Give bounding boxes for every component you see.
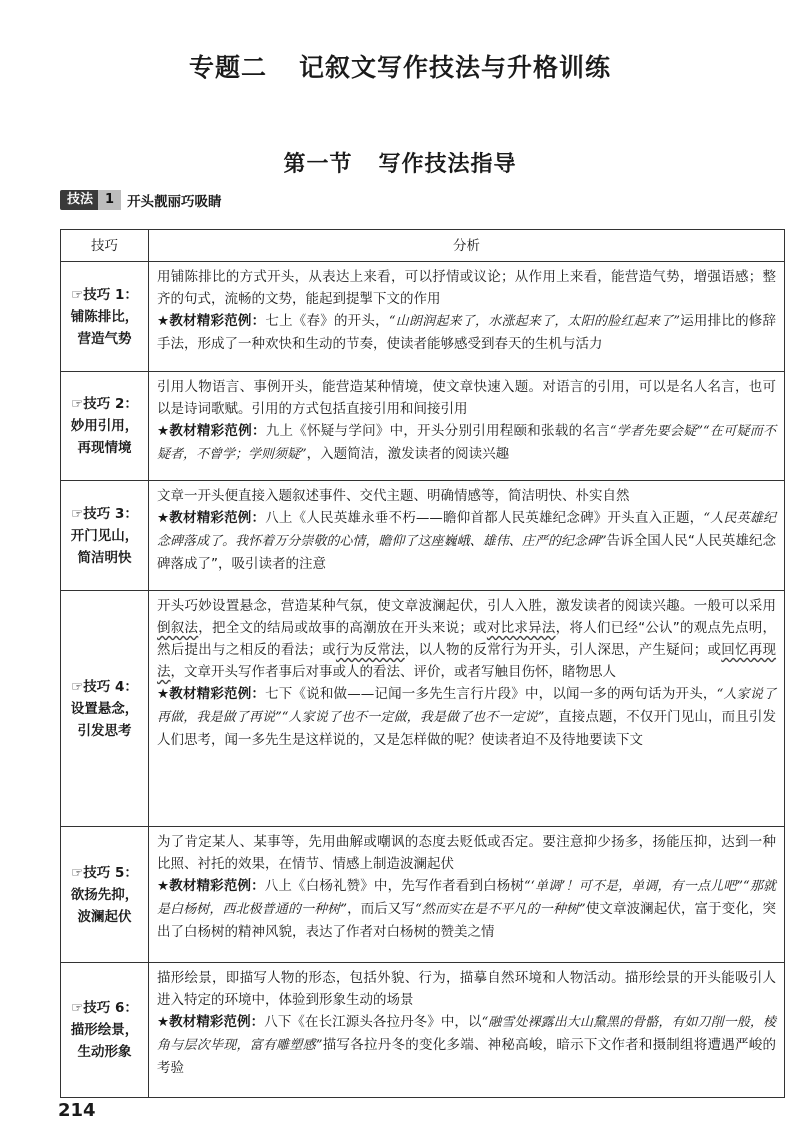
example-label: ★教材精彩范例： (157, 1014, 265, 1030)
technique-tag: 技法 (60, 190, 98, 210)
table-row (61, 827, 785, 963)
example-text-after: ，直接点题，不仅开门见山，而且引发人们思考，闻一多先生是这样说的，又是怎样做的呢？使读者迫不及待地要读下文 (157, 709, 776, 748)
table-header-row (61, 230, 785, 262)
skill-label: ☞技巧 4： (71, 678, 138, 695)
page-number: 214 (58, 1100, 96, 1121)
skill-cell (61, 481, 149, 591)
example-text: 八下《在长江源头各拉丹冬》中，以 (264, 1014, 482, 1030)
skill-name-line2: 波澜起伏 (77, 908, 132, 925)
example-quote: “学者先要会疑”“在可疑而不疑者，不曾学；学则须疑” (157, 424, 776, 462)
analysis-cell (149, 827, 785, 963)
example-text-after: 使文章波澜起伏，富于变化，突出了白杨树的精神风貌，表达了作者对白杨树的赞美之情 (157, 901, 777, 940)
skill-name-line2: 引发思考 (77, 722, 132, 739)
chapter-label: 专题二 (188, 53, 267, 82)
technique-number: 1 (98, 190, 121, 210)
skill-name-line2: 营造气势 (77, 330, 132, 347)
analysis-text: 引用人物语言、事例开头，能营造某种情境，使文章快速入题。对语言的引用，可以是名人名言，也可以是诗词歌赋。引用的方式包括直接引用和间接引用 (157, 379, 776, 417)
example-label: ★教材精彩范例： (157, 878, 265, 894)
example-text-after: 告诉全国人民“人民英雄纪念碑落成了”，吸引读者的注意 (157, 533, 776, 572)
example-text-after: 运用排比的修辞手法，形成了一种欢快和生动的节奏，使读者能够感受到春天的生机与活力 (157, 313, 777, 352)
skill-name-line1: 欲扬先抑， (70, 886, 139, 903)
header-analysis: 分析 (149, 230, 785, 262)
skill-name-line1: 设置悬念， (70, 700, 139, 717)
analysis-text: ，文章开头写作者事后对事或人的看法、评价，或者写触目伤怀，睹物思人 (170, 664, 616, 680)
example-label: ★教材精彩范例： (157, 313, 266, 329)
analysis-text: ，以人物的反常行为开头，引人深思，产生疑问；或 (404, 642, 722, 658)
skill-label: ☞技巧 2： (71, 396, 138, 412)
example-label: ★教材精彩范例： (157, 510, 266, 526)
analysis-cell (149, 481, 785, 591)
skill-name-line1: 描形绘景， (70, 1022, 139, 1038)
example-text-after: ，入题简洁，激发读者的阅读兴趣 (306, 446, 510, 462)
analysis-cell (149, 591, 785, 827)
section-name: 写作技法指导 (378, 152, 517, 177)
table-row (61, 963, 785, 1098)
header-skill: 技巧 (61, 230, 149, 262)
example-quote: “山朗润起来了，水涨起来了，太阳的脸红起来了” (388, 314, 680, 329)
example-text-mid: ，而后又写 (347, 901, 416, 917)
analysis-text: ，将人们已经“公认”的观点先点明，然后提出与之相反的看法；或 (157, 620, 777, 658)
skill-cell (61, 591, 149, 827)
example-quote-2: “然而实在是不平凡的一种树” (415, 902, 586, 917)
example-quote: “人家说了再做，我是做了再说”“人家说了也不一定做，我是做了也不一定说” (157, 687, 777, 725)
method-term: 对比求异法 (486, 620, 556, 636)
skill-name-line1: 妙用引用， (70, 418, 139, 434)
analysis-text: 文章一开头便直接入题叙述事件、交代主题、明确情感等，简洁明快、朴实自然 (157, 488, 630, 504)
skill-label: ☞技巧 6： (71, 1000, 138, 1016)
example-text: 九上《怀疑与学问》中，开头分别引用程颐和张载的名言 (265, 423, 610, 439)
example-text-after: 描写各拉丹冬的变化多端、神秘高峻，暗示下文作者和摄制组将遭遇严峻的考验 (157, 1037, 776, 1076)
example-text: 八上《人民英雄永垂不朽——瞻仰首都人民英雄纪念碑》开头直入正题， (265, 510, 704, 526)
skill-label: ☞技巧 1： (71, 286, 138, 303)
skill-label: ☞技巧 5： (71, 864, 138, 881)
skill-name-line1: 开门见山， (70, 527, 139, 544)
analysis-text: 用铺陈排比的方式开头，从表达上来看，可以抒情或议论；从作用上来看，能营造气势，增强语感；整齐的句式，流畅的文势，能起到提掣下文的作用 (157, 269, 776, 307)
skill-cell (61, 372, 149, 481)
example-text: 八上《白杨礼赞》中，先写作者看到白杨树 (264, 878, 525, 894)
skill-name-line2: 简洁明快 (77, 549, 132, 566)
example-label: ★教材精彩范例： (157, 423, 266, 439)
analysis-text: 开头巧妙设置悬念，营造某种气氛，使文章波澜起伏，引人入胜，激发读者的阅读兴趣。一般可以采用 (157, 598, 776, 614)
method-term: 回忆再现法 (157, 642, 777, 680)
table-row (61, 262, 785, 372)
analysis-text: 描形绘景，即描写人物的形态，包括外貌、行为，描摹自然环境和人物活动。描形绘景的开头能吸引人进入特定的环境中，体验到形象生动的场景 (157, 970, 776, 1008)
section-title (0, 147, 800, 178)
example-quote: “‘单调’！可不是，单调，有一点儿吧”“那就是白杨树，西北极普通的一种树” (157, 879, 776, 917)
skill-name-line2: 再现情境 (77, 440, 132, 456)
skill-cell (61, 963, 149, 1098)
technique-header (60, 190, 222, 210)
section-label: 第一节 (283, 152, 353, 177)
analysis-text: ，把全文的结局或故事的高潮放在开头来说；或 (198, 620, 487, 636)
analysis-cell (149, 963, 785, 1098)
analysis-text: 为了肯定某人、某事等，先用曲解或嘲讽的态度去贬低或否定。要注意抑少扬多，扬能压抑，达到一种比照、衬托的效果，在情节、情感上制造波澜起伏 (157, 834, 776, 872)
table-row (61, 591, 785, 827)
chapter-name: 记叙文写作技法与升格训练 (299, 53, 612, 82)
skill-cell (61, 827, 149, 963)
example-text: 七下《说和做——记闻一多先生言行片段》中，以闻一多的两句话为开头， (265, 686, 717, 702)
example-quote: “人民英雄纪念碑落成了。我怀着万分崇敬的心情，瞻仰了这座巍峨、雄伟、庄严的纪念碑” (157, 511, 776, 549)
method-term: 行为反常法 (335, 642, 405, 658)
analysis-cell (149, 262, 785, 372)
analysis-cell (149, 372, 785, 481)
chapter-title (0, 48, 800, 84)
technique-table (60, 229, 785, 1098)
skill-name-line2: 生动形象 (77, 1044, 132, 1060)
example-text: 七上《春》的开头， (265, 313, 389, 329)
table-row (61, 481, 785, 591)
skill-label: ☞技巧 3： (71, 505, 138, 522)
table-row (61, 372, 785, 481)
example-label: ★教材精彩范例： (157, 686, 266, 702)
technique-name: 开头靓丽巧吸睛 (127, 194, 222, 210)
example-quote: “融雪处裸露出大山黧黑的骨骼，有如刀削一般，棱角与层次毕现，富有雕塑感” (157, 1015, 777, 1053)
method-term: 倒叙法 (157, 620, 199, 636)
skill-name-line1: 铺陈排比， (70, 308, 139, 325)
skill-cell (61, 262, 149, 372)
